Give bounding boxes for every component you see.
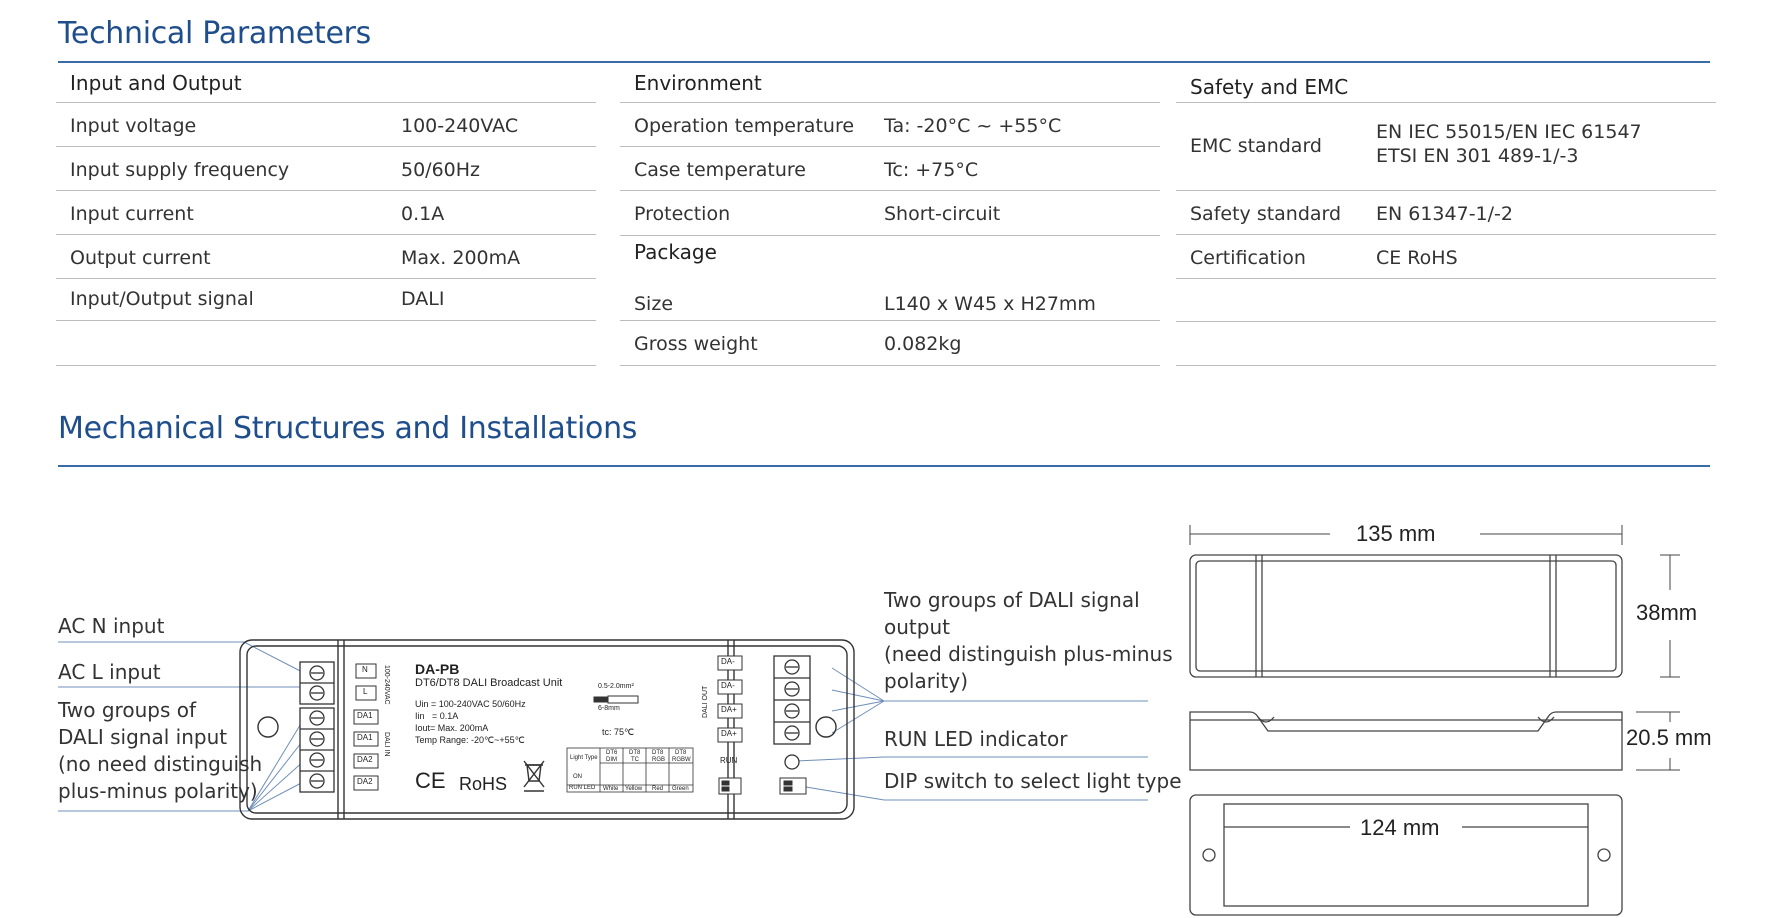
param-name: Input supply frequency [70,159,290,181]
terminal-label-da-minus: DA- [721,657,735,666]
param-name: Case temperature [634,159,806,181]
wire-strip: 6-8mm [598,705,620,712]
safety-emc-heading: Safety and EMC [1190,75,1349,99]
width-dimension: 38mm [1636,600,1698,625]
wire-spec: 0.5-2.0mm² [598,683,634,690]
param-name: Gross weight [634,333,758,355]
run-led-indicator [785,755,799,769]
vertical-label-dali-out: DALI OUT [702,685,709,718]
param-name: Safety standard [1190,203,1342,225]
device-spec: Iin = 0.1A [415,711,459,721]
light-type-col: Yellow [625,786,643,792]
light-type-col: Red [652,786,664,792]
param-value: Tc: +75°C [884,159,979,181]
top-view-drawing [1190,555,1622,677]
dali-out-label-1: Two groups of DALI signal [884,588,1140,612]
param-name: EMC standard [1190,135,1322,157]
terminal-label-da-minus: DA- [721,681,735,690]
light-type-col: TC [631,757,639,763]
terminal-label-da1: DA1 [357,733,373,742]
input-output-heading: Input and Output [70,71,242,95]
terminal-label-da2: DA2 [357,777,373,786]
light-type-col: White [603,786,619,792]
device-subtitle: DT6/DT8 DALI Broadcast Unit [415,677,563,689]
terminal-label-da-plus: DA+ [721,729,737,738]
param-value: L140 x W45 x H27mm [884,293,1096,315]
param-name: Input/Output signal [70,288,254,310]
ac-n-label: AC N input [58,614,165,638]
bottom-view-drawing [1190,795,1622,915]
param-name: Output current [70,247,211,269]
side-view-drawing [1190,712,1622,770]
dali-in-terminal-block [300,708,334,792]
param-name: Protection [634,203,731,225]
param-name: Input voltage [70,115,197,137]
dali-in-label-1: Two groups of [58,698,196,722]
terminal-label-n: N [362,665,368,674]
mechanical-title: Mechanical Structures and Installations [58,411,638,446]
run-led-header: RUN LED [569,785,596,791]
terminal-label-l: L [363,687,368,696]
param-value: Ta: -20°C ~ +55°C [884,115,1062,137]
vertical-label-dali-in: DALI IN [383,732,390,757]
dali-out-label-2: output [884,615,950,639]
light-type-col: DIM [606,757,617,763]
light-type-col: DT6 [606,750,618,756]
case-temp-mark: tc: 75℃ [602,727,635,737]
device-spec: Iout= Max. 200mA [415,723,489,733]
light-type-col: DT8 [675,750,687,756]
param-name: Certification [1190,247,1306,269]
technical-parameters-title: Technical Parameters [58,16,371,51]
param-name: Input current [70,203,194,225]
package-heading: Package [634,240,717,264]
mounting-hole [816,717,836,737]
dali-in-label-4: plus-minus polarity) [58,779,258,803]
param-value: Max. 200mA [401,247,521,269]
light-type-header: Light Type [570,755,598,761]
param-value: 0.082kg [884,333,962,355]
param-name: Size [634,293,674,315]
param-value: 100-240VAC [401,115,519,137]
device-model: DA-PB [415,661,460,677]
terminal-label-da1: DA1 [357,711,373,720]
mount-dimension: 124 mm [1360,815,1440,840]
light-type-col: DT8 [629,750,641,756]
param-name: Operation temperature [634,115,855,137]
param-value: DALI [401,288,445,310]
ac-terminal-block [300,662,334,704]
param-value: EN 61347-1/-2 [1376,203,1513,225]
dali-in-label-2: DALI signal input [58,725,228,749]
device-spec: Uin = 100-240VAC 50/60Hz [415,699,526,709]
length-dimension: 135 mm [1356,521,1436,546]
mounting-hole [258,717,278,737]
light-type-col: Green [672,786,689,792]
param-value: CE RoHS [1376,247,1458,269]
param-value: ETSI EN 301 489-1/-3 [1376,145,1579,167]
weee-bin-icon [524,761,544,791]
dip-switch-label: DIP switch to select light type [884,769,1182,793]
terminal-label-da-plus: DA+ [721,705,737,714]
on-label: ON [573,774,582,780]
dimension-line [1190,525,1680,677]
light-type-col: DT8 [652,750,664,756]
dali-out-terminal-block [774,656,810,744]
device-spec: Temp Range: -20℃~+55℃ [415,735,525,745]
dali-out-label-3: (need distinguish plus-minus [884,642,1173,666]
param-value: 50/60Hz [401,159,481,181]
vertical-label-ac: 100-240VAC [383,665,390,705]
environment-heading: Environment [634,71,762,95]
dali-out-label-4: polarity) [884,669,969,693]
height-dimension: 20.5 mm [1626,725,1712,750]
run-led-label: RUN LED indicator [884,727,1068,751]
light-type-col: RGB [652,757,666,763]
light-type-col: RGBW [672,757,691,763]
run-label: RUN [720,756,738,765]
terminal-label-da2: DA2 [357,755,373,764]
ac-l-label: AC L input [58,660,161,684]
dali-in-label-3: (no need distinguish [58,752,263,776]
param-value: 0.1A [401,203,445,225]
param-value: EN IEC 55015/EN IEC 61547 [1376,121,1642,143]
param-value: Short-circuit [884,203,1001,225]
rohs-mark: RoHS [459,774,508,794]
dip-switch [719,778,806,794]
ce-mark: CE [415,768,446,793]
